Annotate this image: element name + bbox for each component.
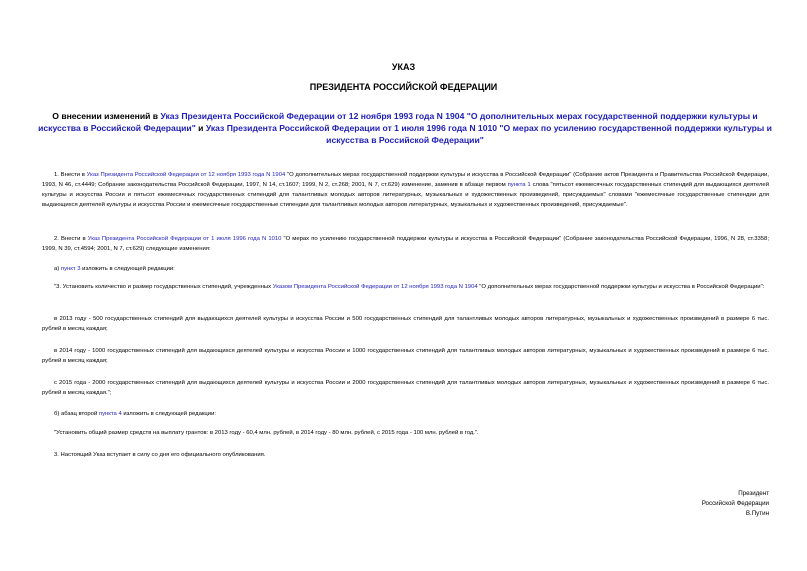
paragraph-text: "О дополнительных мерах государственной поддержки культуры и искусства в Российской Федерации" (Собрание актов Президента и Правительства Российской Федерации, 1993, N 46, ст.4449; Собрание законодательства Российской Федерации, 1997, N 14, ст.1607; 1999, N 2, ст.268; 2001, N 7, ст.629) изменение, заменив в абзаце первом bbox=[42, 172, 769, 188]
paragraph-text: изложить в следующей редакции: bbox=[80, 266, 175, 272]
title-link-decree-1010[interactable]: Указ Президента Российской Федерации от 1 июля 1996 года N 1010 "О мерах по усилению государственной поддержки культуры и искусства в Российской Федерации" bbox=[205, 123, 772, 145]
link-point-1[interactable]: пункта 1 bbox=[507, 182, 531, 188]
paragraph-text: а) bbox=[54, 266, 61, 272]
signature-block bbox=[609, 489, 769, 519]
paragraph-text: "О мерах по усилению государственной поддержки культуры и искусства в Российской Федерации" (Собрание законодательства Российской Федерации, 1996, N 28, ст.3358; 1999, N 39, ст.4594; 2001, N 7, ст.629) следующие изменения: bbox=[42, 236, 769, 252]
link-point-4[interactable]: пункта 4 bbox=[98, 411, 122, 417]
paragraph-2015: с 2015 года - 2000 государственных стипендий для выдающихся деятелей культуры и искусства России и 2000 государственных стипендий для талантливых молодых авторов литературных, музыкальных и художественных произведений в размере 6 тыс. рублей в месяц каждая."; bbox=[42, 380, 769, 396]
document-title bbox=[30, 110, 780, 146]
paragraph-point-3 bbox=[42, 282, 769, 292]
paragraph-2013: в 2013 году - 500 государственных стипендий для выдающихся деятелей культуры и искусства России и 500 государственных стипендий для талантливых молодых авторов литературных, музыкальных и художественных произведений в размере 6 тыс. рублей в месяц каждая; bbox=[42, 316, 769, 332]
paragraph-b bbox=[42, 409, 769, 419]
document-type-heading: УКАЗ bbox=[391, 62, 416, 72]
title-text: О внесении изменений в bbox=[52, 111, 161, 121]
link-point-3[interactable]: пункт 3 bbox=[60, 266, 81, 272]
paragraph-3: 3. Настоящий Указ вступает в силу со дня его официального опубликования. bbox=[54, 452, 266, 458]
paragraph-text: "3. Установить количество и размер государственных стипендий, учрежденных bbox=[54, 284, 273, 290]
signature-country: Российской Федерации bbox=[701, 500, 769, 507]
paragraph-a bbox=[42, 264, 769, 274]
paragraph-1 bbox=[42, 170, 769, 210]
paragraph-2 bbox=[42, 234, 769, 254]
title-link-decree-1904[interactable]: Указ Президента Российской Федерации от 12 ноября 1993 года N 1904 "О дополнительных мерах государственной поддержки культуры и искусства в Российской Федерации" bbox=[38, 111, 758, 133]
link-decree-1904-instrumental[interactable]: Указом Президента Российской Федерации от 12 ноября 1993 года N 1904 bbox=[272, 284, 478, 290]
paragraph-text: б) абзац второй bbox=[54, 411, 99, 417]
paragraph-text: изложить в следующей редакции: bbox=[121, 411, 217, 417]
paragraph-2014: в 2014 году - 1000 государственных стипендий для выдающихся деятелей культуры и искусства России и 1000 государственных стипендий для талантливых молодых авторов литературных, музыкальных и художественных произведений в размере 6 тыс. рублей в месяц каждая; bbox=[42, 348, 769, 364]
paragraph-text: слова "пятьсот ежемесячных государственных стипендий для выдающихся деятелей культуры и искусства России и пятьсот ежемесячных государственных стипендий для талантливых молодых авторов литературных, музыкальных и художественных произведений, присуждаемых" словами "ежемесячные государственные стипендии для выдающихся деятелей культуры и искусства России и ежемесячные государственные стипендии для талантливых молодых авторов литературных, музыкальных и художественных произведений, присуждаемые". bbox=[42, 182, 769, 208]
paragraph-text: 2. Внести в bbox=[54, 236, 88, 242]
issuer-heading: ПРЕЗИДЕНТА РОССИЙСКОЙ ФЕДЕРАЦИИ bbox=[309, 82, 498, 92]
paragraph-text: "О дополнительных мерах государственной поддержки культуры и искусства в Российской Федерации": bbox=[477, 284, 765, 290]
link-decree-1010[interactable]: Указ Президента Российской Федерации от 1 июля 1996 года N 1010 bbox=[87, 236, 282, 242]
title-text: и bbox=[195, 123, 206, 133]
paragraph-text: 1. Внести в bbox=[54, 172, 87, 178]
signature-title: Президент bbox=[738, 490, 769, 497]
signature-name: В.Путин bbox=[745, 510, 769, 517]
link-decree-1904[interactable]: Указ Президента Российской Федерации от 12 ноября 1993 года N 1904 bbox=[86, 172, 286, 178]
paragraph-grants: "Установить общий размер средств на выплату грантов: в 2013 году - 60,4 млн. рублей, в 2014 году - 80 млн. рублей, с 2015 года - 100 млн. рублей в год.". bbox=[54, 430, 479, 436]
